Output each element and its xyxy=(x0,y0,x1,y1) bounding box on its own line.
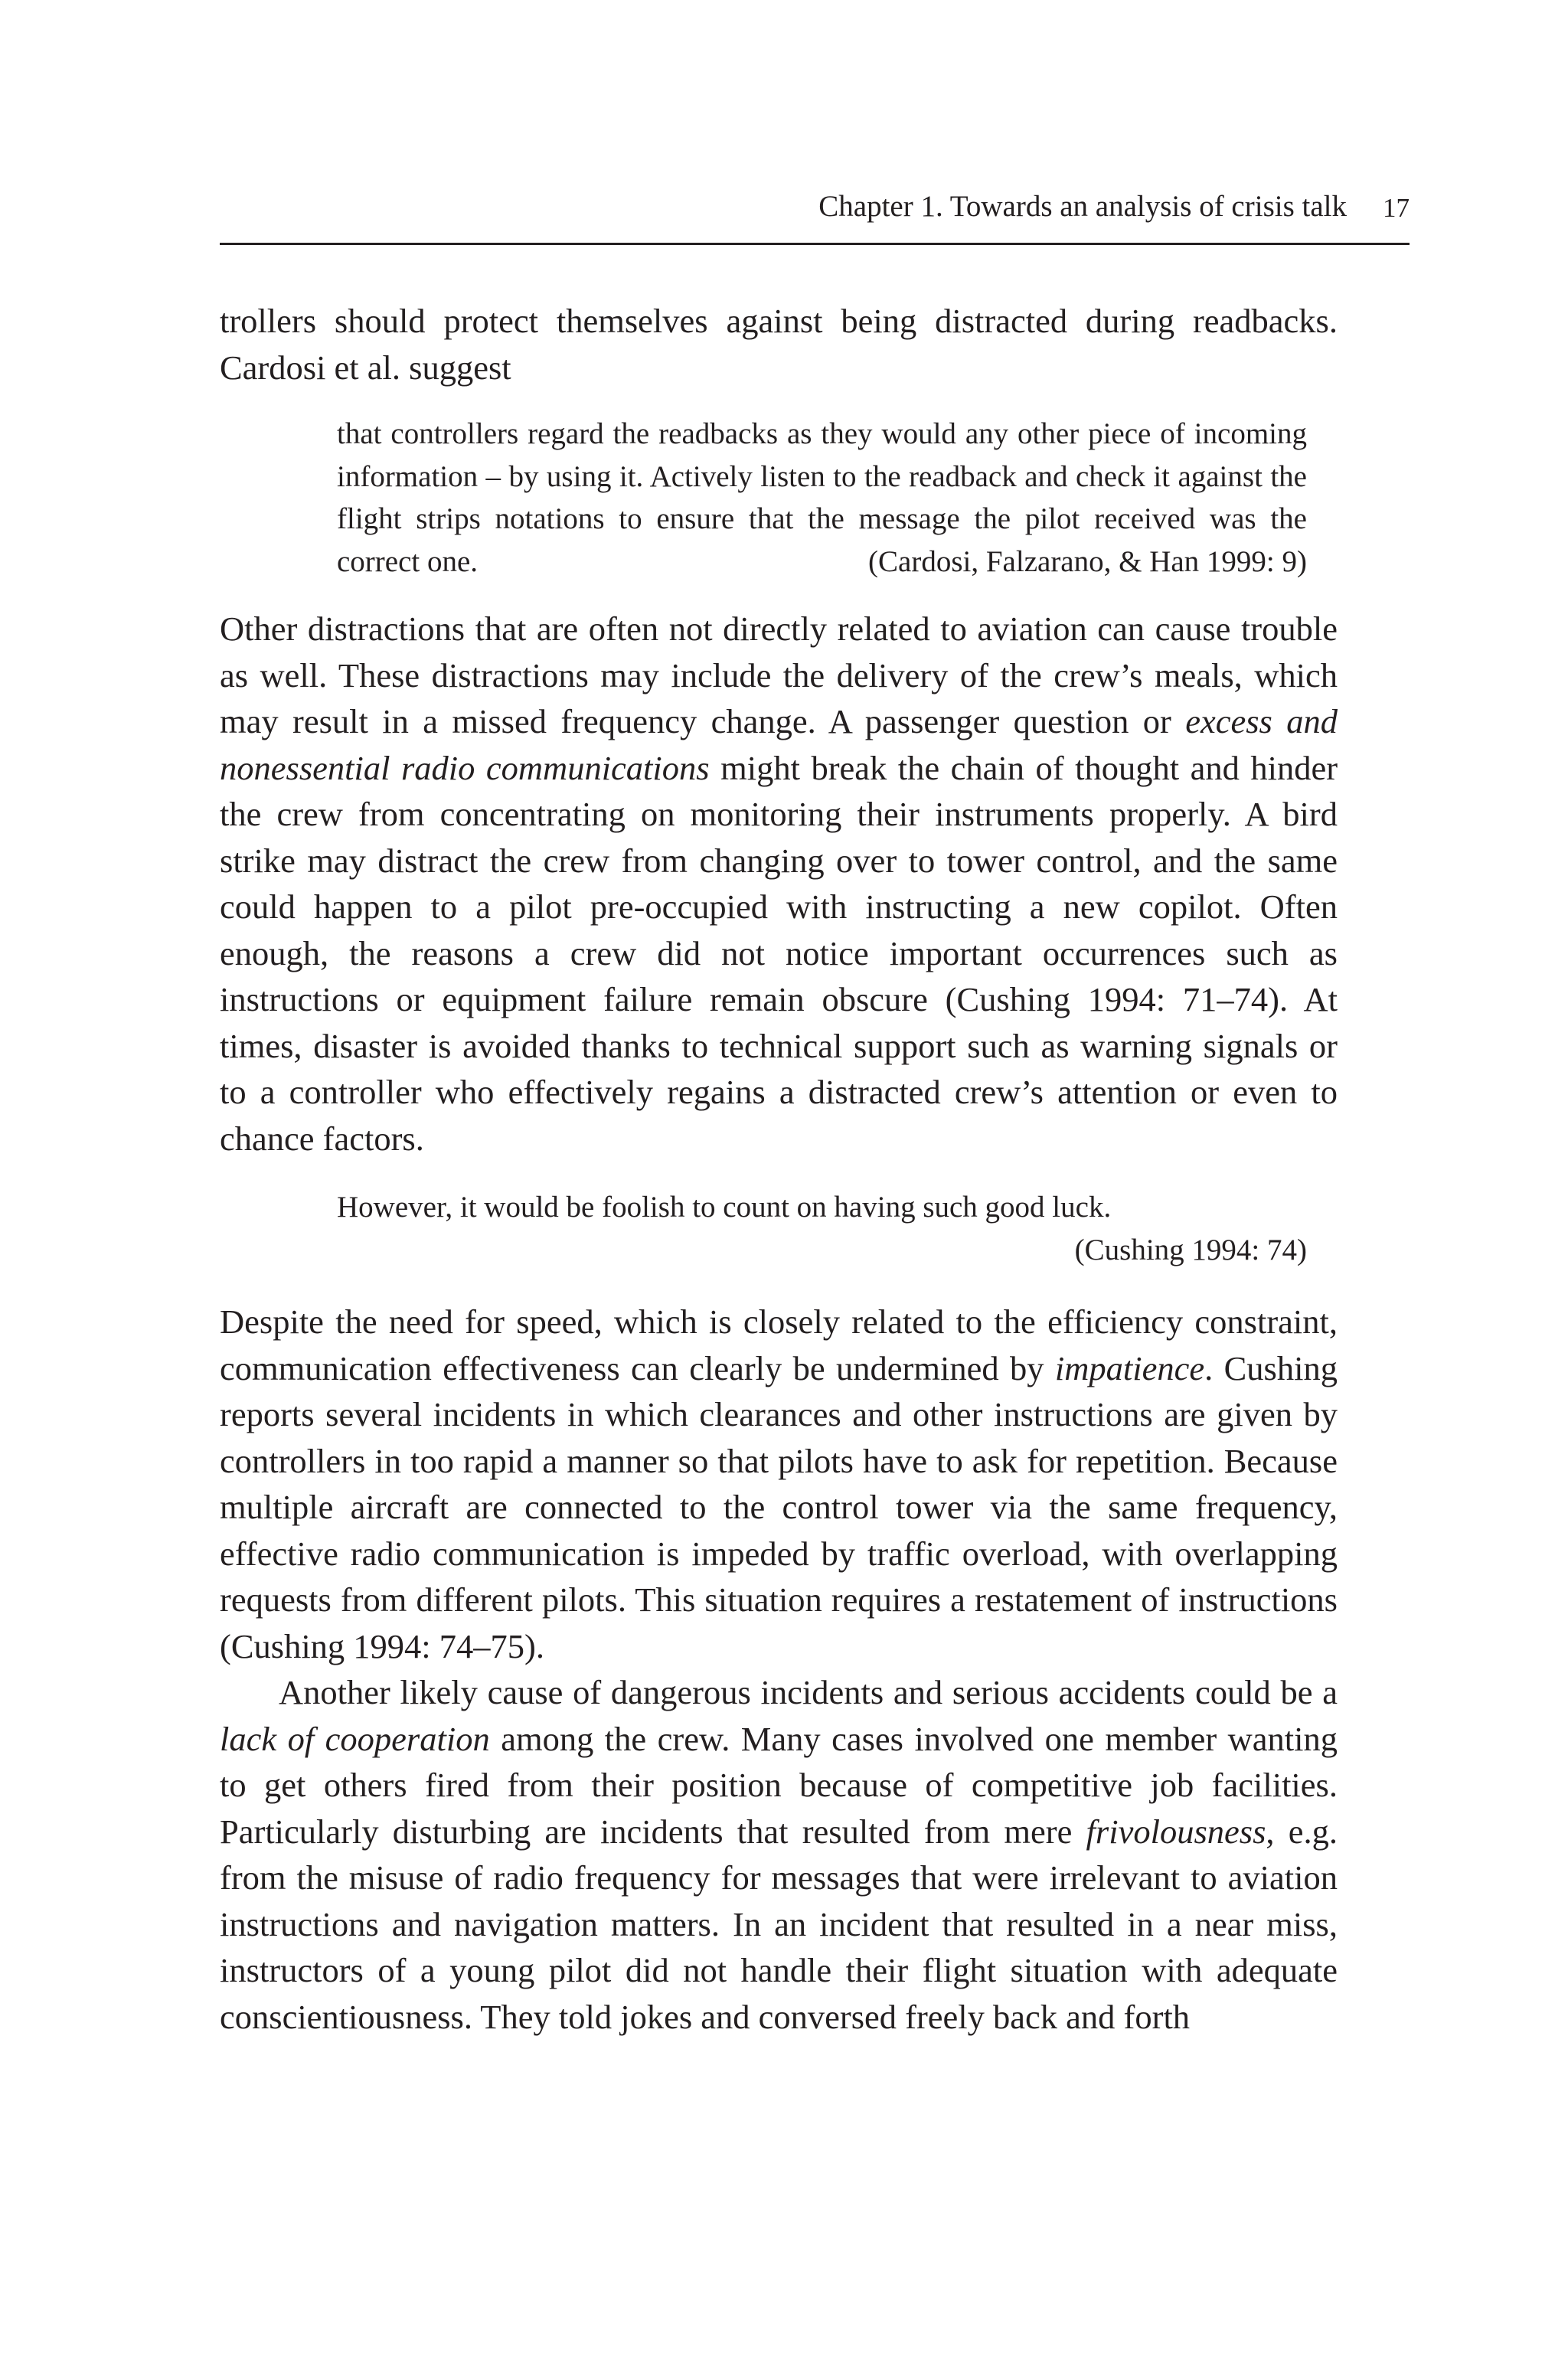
paragraph-3-emphasis-1: impatience xyxy=(1054,1348,1205,1387)
paragraph-3-part-1: Despite the need for speed, which is closely related to the efficiency constraint, communication effectiveness can clearly be undermined by xyxy=(220,1302,1338,1387)
paragraph-3-part-2: . Cushing reports several incidents in which clearances and other instructions are given by controllers in too rapid a manner so that pilots have to ask for repetition. Because multiple aircraft are connected to the control tower via the same frequency, effective radio communication is impeded by traffic overload, with overlapping requests from different pilots. This situation requires a restatement of instructions (Cushing 1994: 74–75). xyxy=(220,1348,1338,1665)
page-number: 17 xyxy=(1383,193,1410,223)
paragraph-4-part-3: , e.g. from the misuse of radio frequency for messages that were irrelevant to aviation instructions and navigation matters. In an incident that resulted in a near miss, instructors of a young pilot did not handle their flight situation with adequate conscientiousness. They told jokes and conversed freely back and forth xyxy=(220,1812,1338,2036)
block-quote-1 xyxy=(337,413,1307,583)
body-text xyxy=(220,298,1338,2040)
running-head xyxy=(220,188,1410,245)
paragraph-4-part-2: among the crew. Many cases involved one member wanting to get others fired from their position because of competitive job facilities. Particularly disturbing are incidents that resulted from mere xyxy=(220,1719,1338,1851)
paragraph-2 xyxy=(220,606,1338,1162)
quote-2-citation: (Cushing 1994: 74) xyxy=(1074,1233,1307,1266)
paragraph-2-part-1: Other distractions that are often not directly related to aviation can cause trouble as well. These distractions may include the delivery of the crew’s meals, which may result in a missed frequency change. A passenger question or xyxy=(220,609,1338,740)
block-quote-2 xyxy=(337,1186,1307,1271)
paragraph-1: trollers should protect themselves against being distracted during readbacks. Cardosi et al. suggest xyxy=(220,302,1338,387)
quote-2-text: However, it would be foolish to count on having such good luck. xyxy=(337,1191,1112,1224)
paragraph-4 xyxy=(220,1669,1338,2040)
paragraph-2-part-2: might break the chain of thought and hinder the crew from concentrating on monitoring their instruments properly. A bird strike may distract the crew from changing over to tower control, and the same could happen to a pilot pre-occupied with instructing a new copilot. Often enough, the reasons a crew did not notice important occurrences such as instructions or equipment failure remain obscure (Cushing 1994: 71–74). At times, disaster is avoided thanks to technical support such as warning signals or to a controller who effectively regains a distracted crew’s attention or even to chance factors. xyxy=(220,748,1338,1158)
quote-1-citation: (Cardosi, Falzarano, & Han 1999: 9) xyxy=(868,544,1307,578)
paragraph-4-emphasis-2: frivolousness xyxy=(1086,1812,1266,1851)
paragraph-4-part-1: Another likely cause of dangerous incidents and serious accidents could be a xyxy=(279,1673,1338,1711)
paragraph-2-emphasis-1: excess and nonessential radio communications xyxy=(220,702,1338,787)
quote-1-text: that controllers regard the readbacks as they would any other piece of incoming information – by using it. Actively listen to the readback and check it against the flight strips notations to ensure that the message the pilot received was the correct one. xyxy=(337,417,1307,578)
paragraph-3 xyxy=(220,1299,1338,1669)
paragraph-4-emphasis-1: lack of cooperation xyxy=(220,1719,490,1758)
chapter-title: Chapter 1. Towards an analysis of crisis talk xyxy=(818,190,1347,223)
